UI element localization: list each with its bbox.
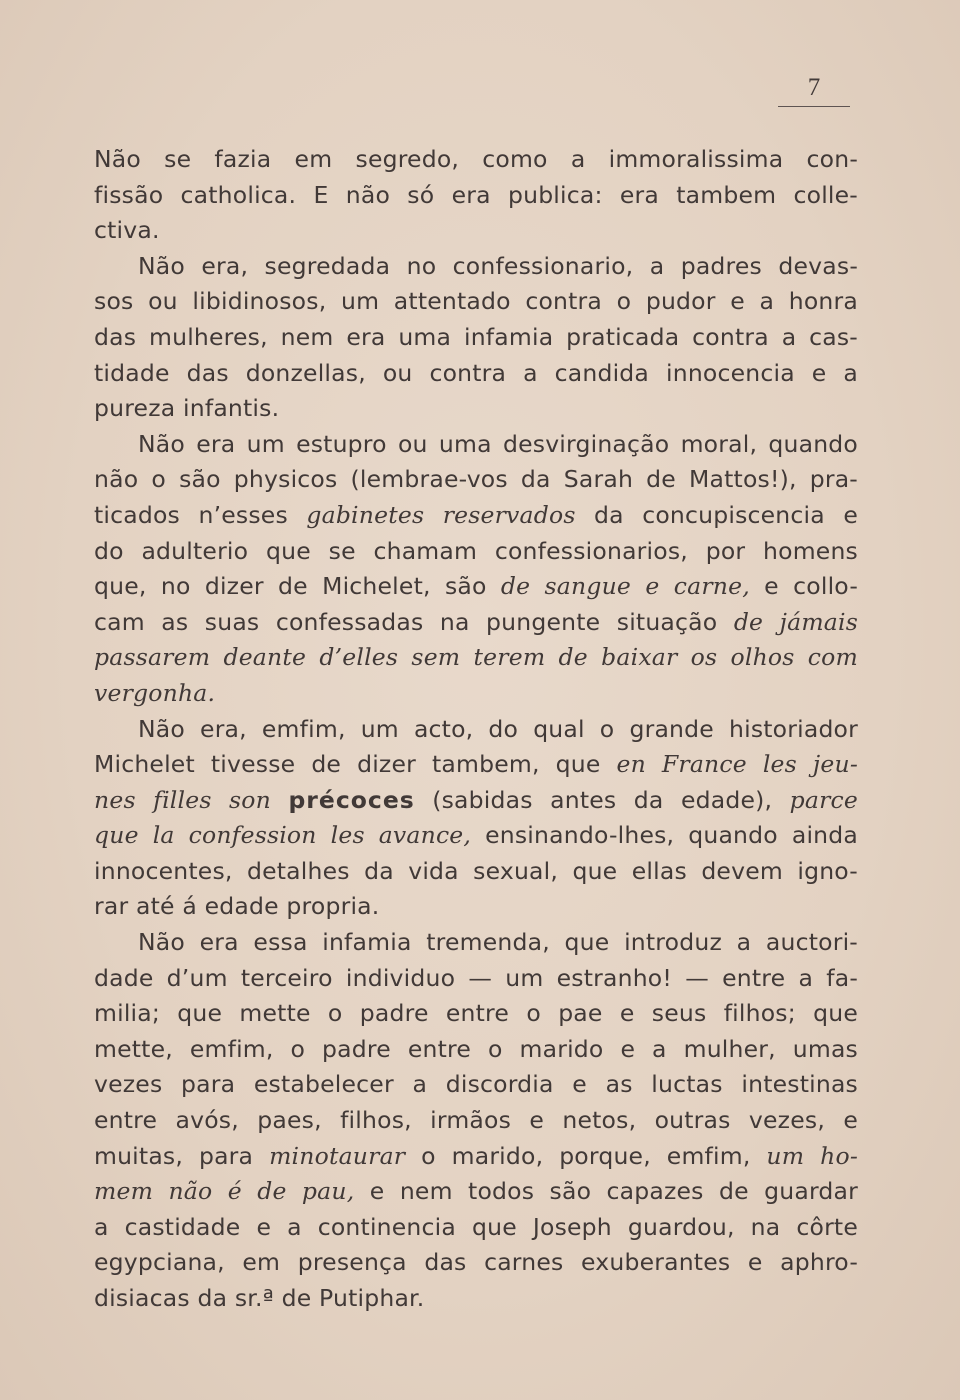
text-line <box>94 391 858 427</box>
text-segment: mette, emfim, o padre entre o marido e a mulher, umas <box>94 1034 858 1063</box>
italic-text: gabinetes reservados <box>306 500 576 529</box>
text-line <box>94 569 858 605</box>
text-line <box>94 213 858 249</box>
text-segment: (sabidas antes da edade), <box>414 785 790 814</box>
text-segment: innocentes, detalhes da vida sexual, que ellas devem igno- <box>94 856 858 885</box>
text-line <box>94 1281 858 1317</box>
text-segment: o marido, porque, emfim, <box>405 1141 767 1170</box>
text-segment: rar até á edade propria. <box>94 892 380 921</box>
text-segment: Não era essa infamia tremenda, que introduz a auctori- <box>138 928 858 957</box>
text-segment: tidade das donzellas, ou contra a candida innocencia e a <box>94 358 858 387</box>
text-line <box>94 1067 858 1103</box>
italic-text: de sangue e carne, <box>500 572 750 601</box>
text-segment: Michelet tivesse de dizer tambem, que <box>94 750 617 779</box>
text-line <box>94 783 858 819</box>
text-segment: ctiva. <box>94 216 160 245</box>
text-segment: ticados n’esses <box>94 500 307 529</box>
text-segment: vezes para estabelecer a discordia e as luctas intestinas <box>94 1070 858 1099</box>
bold-text: précoces <box>288 785 415 814</box>
text-line <box>94 178 858 214</box>
text-line <box>94 320 858 356</box>
text-line <box>94 1210 858 1246</box>
text-line <box>94 427 858 463</box>
text-segment: que, no dizer de Michelet, são <box>94 572 501 601</box>
text-line <box>94 1174 858 1210</box>
text-line <box>94 498 858 534</box>
text-line <box>94 142 858 178</box>
text-segment: milia; que mette o padre entre o pae e seus filhos; que <box>94 999 858 1028</box>
text-segment: Não era, segredada no confessionario, a padres devas- <box>138 251 858 280</box>
text-line <box>94 1139 858 1175</box>
text-line <box>94 676 858 712</box>
text-segment: disiacas da sr.ª de Putiphar. <box>94 1284 425 1312</box>
text-line <box>94 996 858 1032</box>
text-line <box>94 961 858 997</box>
text-line <box>94 640 858 676</box>
text-line <box>94 747 858 783</box>
text-line <box>94 818 858 854</box>
page-number: 7 <box>778 74 850 107</box>
italic-text: vergonha. <box>94 678 216 707</box>
text-segment: Não se fazia em segredo, como a immoralissima con- <box>94 145 858 173</box>
text-line <box>94 284 858 320</box>
body-text <box>94 142 858 1317</box>
italic-text: parce <box>789 785 859 814</box>
text-segment: Não era, emfim, um acto, do qual o grande historiador <box>138 714 858 743</box>
text-line <box>94 356 858 392</box>
text-segment: do adulterio que se chamam confessionarios, por homens <box>94 536 858 565</box>
text-line <box>94 712 858 748</box>
text-segment: das mulheres, nem era uma infamia praticada contra a cas- <box>94 322 858 351</box>
italic-text: que la confession les avance, <box>94 821 472 850</box>
text-segment <box>271 786 288 814</box>
text-line <box>94 605 858 641</box>
text-line <box>94 1032 858 1068</box>
text-line <box>94 889 858 925</box>
text-segment: da concupiscencia e <box>575 500 858 529</box>
italic-text: um ho- <box>766 1141 858 1170</box>
text-line <box>94 854 858 890</box>
italic-text: passarem deante d’elles sem terem de baixar os olhos com <box>94 643 858 672</box>
text-segment: entre avós, paes, filhos, irmãos e netos, outras vezes, e <box>94 1106 858 1135</box>
italic-text: de jámais <box>733 607 858 636</box>
text-segment: Não era um estupro ou uma desvirginação moral, quando <box>138 429 858 458</box>
text-line <box>94 1103 858 1139</box>
text-line <box>94 534 858 570</box>
text-segment: dade d’um terceiro individuo — um estranho! — entre a fa- <box>94 963 858 992</box>
text-segment: ensinando-lhes, quando ainda <box>471 821 858 850</box>
text-segment: sos ou libidinosos, um attentado contra o pudor e a honra <box>94 287 858 316</box>
text-segment: a castidade e a continencia que Joseph guardou, na côrte <box>94 1212 858 1241</box>
italic-text: nes filles son <box>94 785 271 814</box>
text-segment: não o são physicos (lembrae-vos da Sarah de Mattos!), pra- <box>94 465 858 494</box>
italic-text: mem não é de pau, <box>94 1177 355 1206</box>
text-line <box>94 462 858 498</box>
text-segment: e nem todos são capazes de guardar <box>354 1177 858 1206</box>
text-segment: e collo- <box>749 572 858 601</box>
italic-text: en France les jeu- <box>616 750 858 779</box>
text-segment: cam as suas confessadas na pungente situação <box>94 607 734 636</box>
text-segment: pureza infantis. <box>94 394 280 423</box>
italic-text: minotaurar <box>269 1141 406 1170</box>
text-segment: fissão catholica. E não só era publica: era tambem collе- <box>94 180 858 209</box>
text-line <box>94 925 858 961</box>
text-segment: egypciana, em presença das carnes exuberantes e aphro- <box>94 1248 858 1277</box>
text-line <box>94 249 858 285</box>
text-line <box>94 1245 858 1281</box>
text-segment: muitas, para <box>94 1141 270 1170</box>
